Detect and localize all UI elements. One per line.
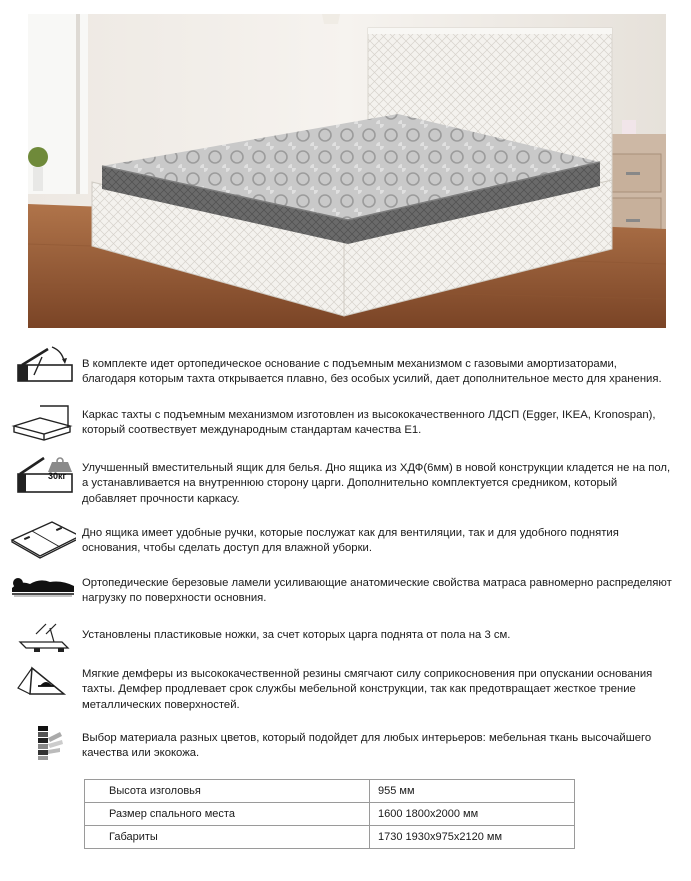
bed-frame-icon xyxy=(10,400,76,448)
damper-icon xyxy=(10,664,76,712)
spec-label: Габариты xyxy=(85,826,370,849)
feature-text: Улучшенный вместительный ящик для белья. Дно ящика из ХДФ(6мм) в новой конструкции кладется не на пол, а устанавливается на внутреннюю сторону царги. Дополнительно комплектуется средником, который добавляет прочности каркасу. xyxy=(82,462,671,505)
spec-value: 1600 1800x2000 мм xyxy=(370,803,575,826)
spec-label: Размер спального места xyxy=(85,803,370,826)
feature-text: В комплекте идет ортопедическое основание с подъемным механизмом с газовыми амортизаторами, благодаря которым тахта открывается плавно, без особых усилий, дает дополнительное место для хранения. xyxy=(82,358,662,386)
lamella-body-icon xyxy=(10,570,76,618)
table-row xyxy=(85,803,575,826)
drawer-bottom-icon xyxy=(10,520,76,568)
spec-value: 955 мм xyxy=(370,780,575,803)
table-row xyxy=(85,826,575,849)
feature-text: Ортопедические березовые ламели усиливающие анатомические свойства матраса равномерно распределяют нагрузку по поверхности основния. xyxy=(82,577,672,605)
table-row xyxy=(85,780,575,803)
plastic-legs-icon xyxy=(10,620,76,668)
spec-value: 1730 1930x975x2120 мм xyxy=(370,826,575,849)
feature-text: Мягкие демферы из высококачественной резины смягчают силу соприкосновения при опускании основания тахты. Демфер продлевает срок службы мебельной конструкции, так как предотвращает жесткое трение металлических поверхностей. xyxy=(82,668,653,711)
color-swatches-icon xyxy=(10,724,76,772)
product-photo xyxy=(28,14,666,328)
weight-badge: 30кг xyxy=(48,471,67,481)
specs-table xyxy=(84,779,575,849)
lift-mechanism-icon xyxy=(10,345,76,393)
feature-text: Каркас тахты с подъемным механизмом изготовлен из высококачественного ЛДСП (Egger, IKEA, Kronospan), который соотвествует международным стандартам качества Е1. xyxy=(82,409,656,437)
feature-text: Выбор материала разных цветов, который подойдет для любых интерьеров: мебельная ткань высочайшего качества или экокожа. xyxy=(82,732,652,760)
feature-text: Установлены пластиковые ножки, за счет которых царга поднята от пола на 3 см. xyxy=(82,629,511,641)
feature-text: Дно ящика имеет удобные ручки, которые послужат как для вентиляции, так и для удобного поднятия основания, чтобы сделать доступ для влажной уборки. xyxy=(82,527,619,555)
spec-label: Высота изголовья xyxy=(85,780,370,803)
